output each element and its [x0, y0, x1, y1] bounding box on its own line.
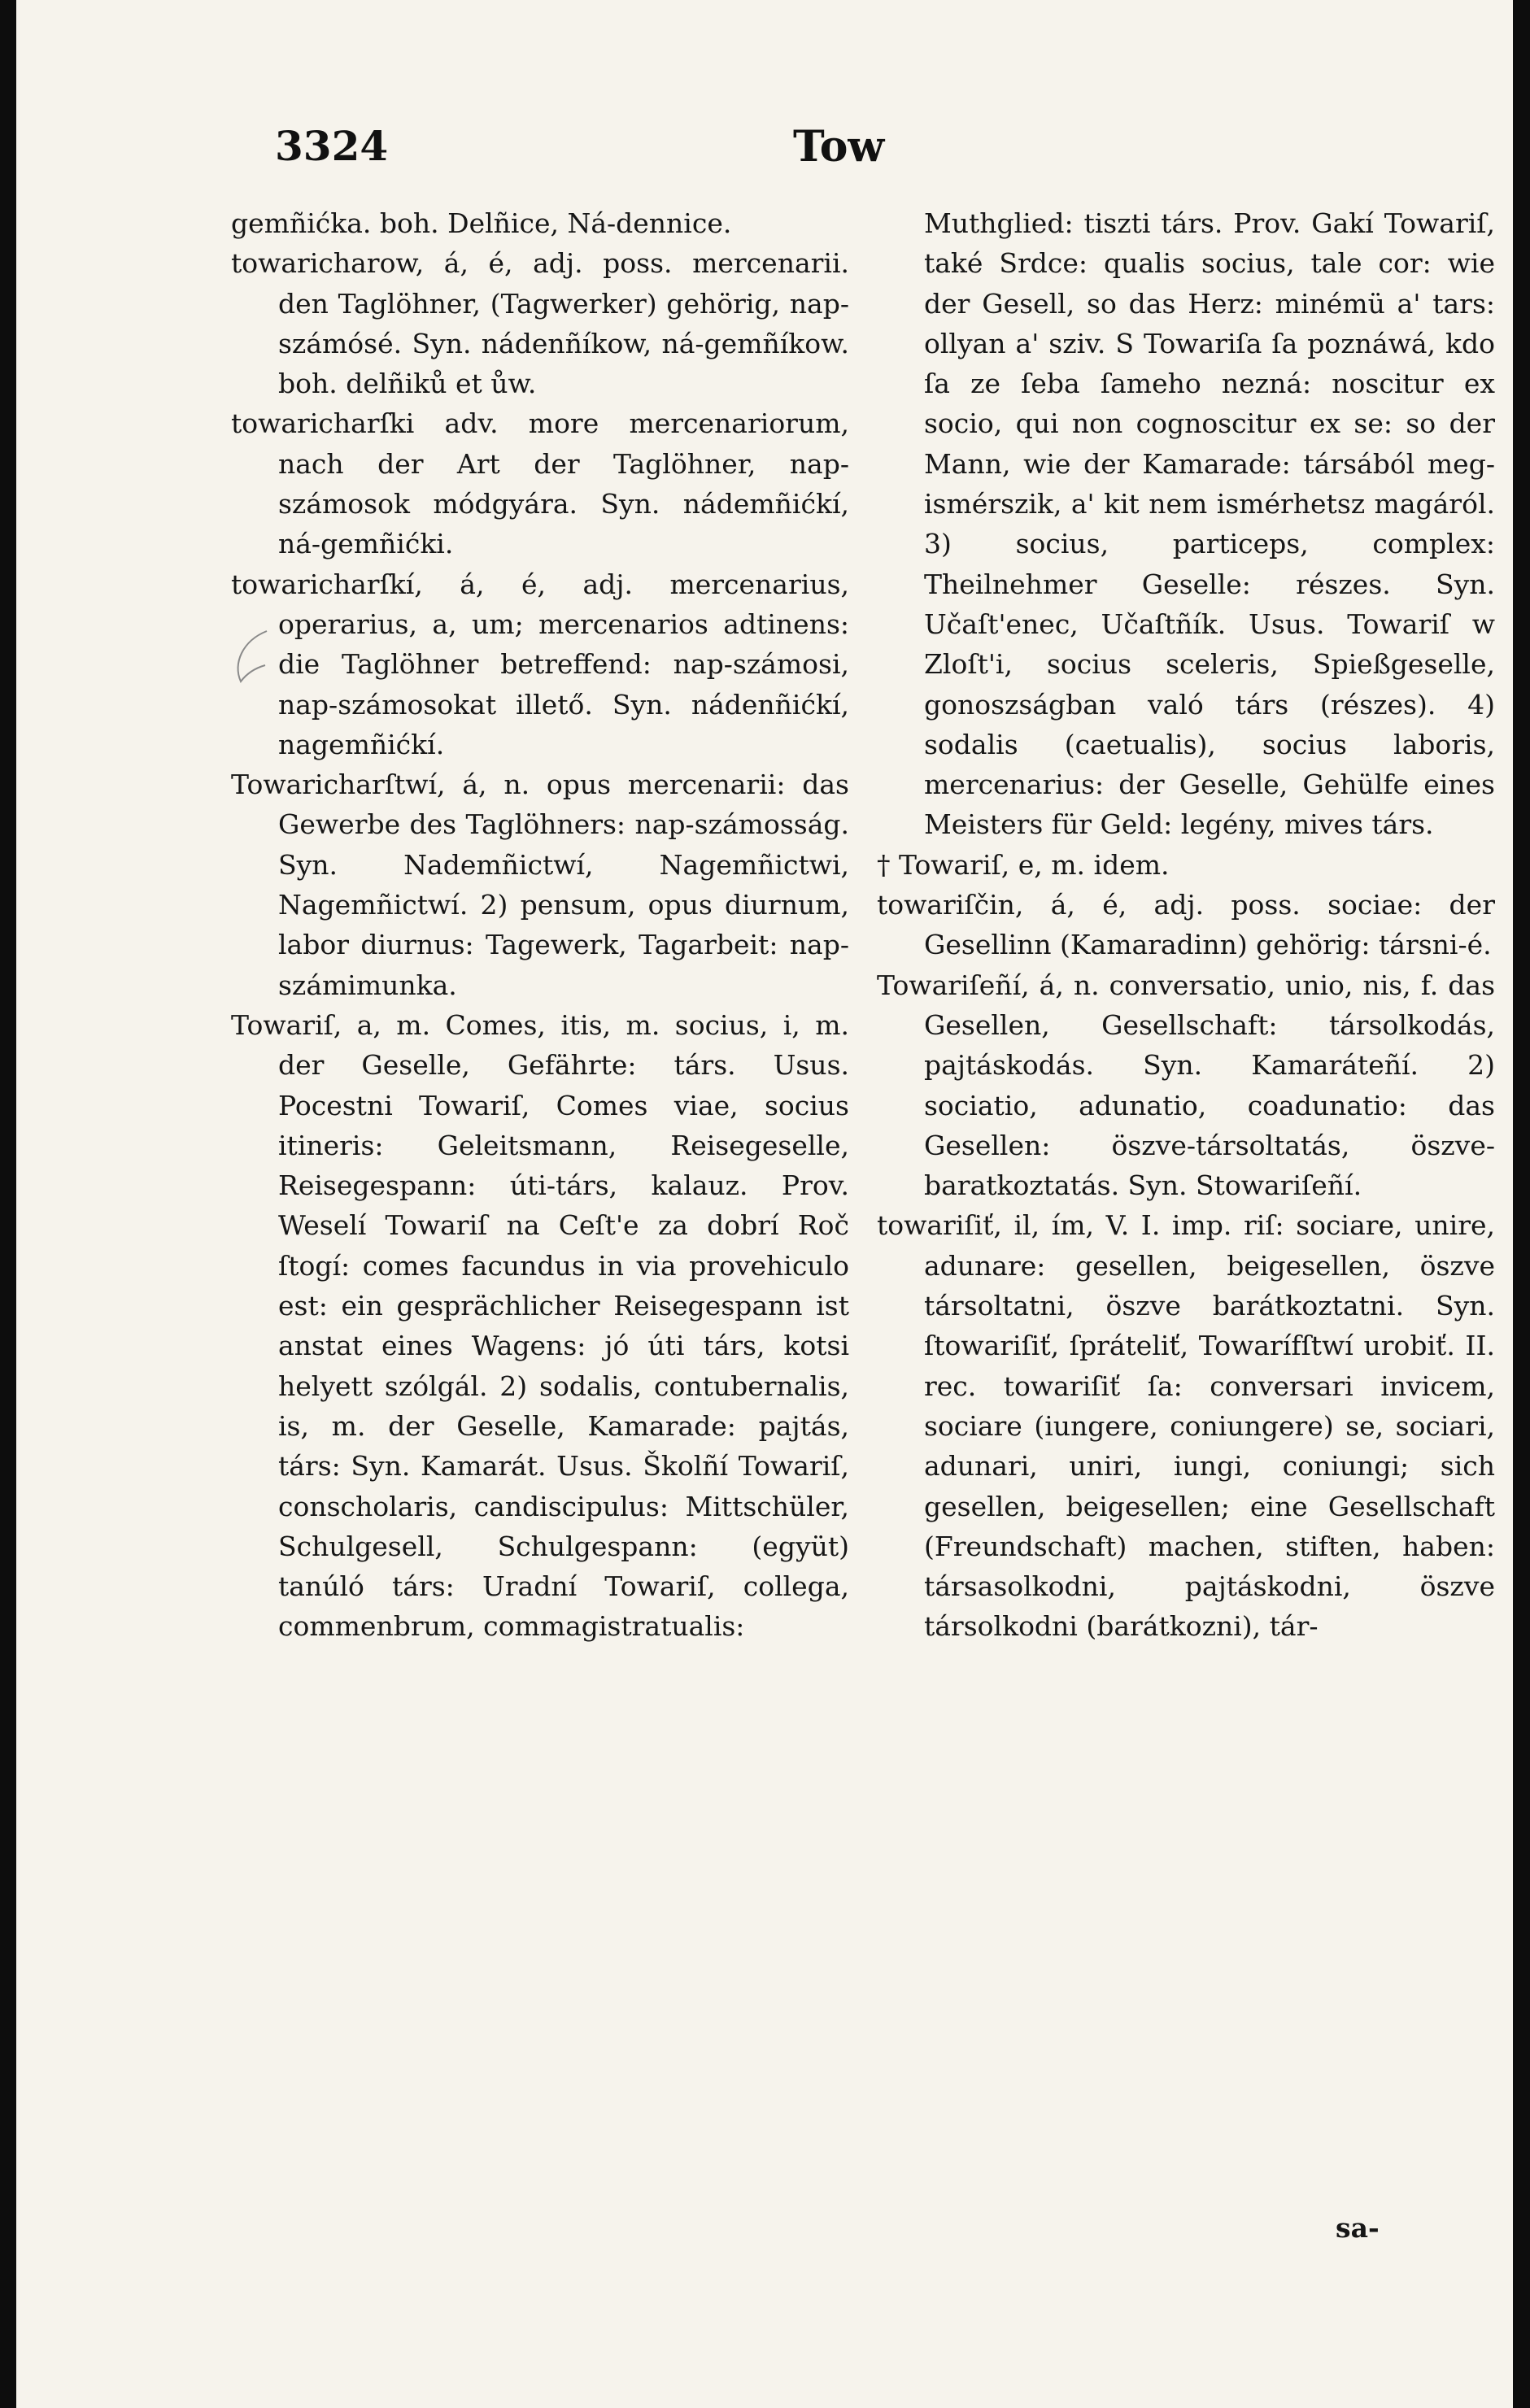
dictionary-entry: towaricharſki adv. more mercenariorum, nach der Art der Taglöhner, nap-számosok módgyára. Syn. nádemñićkí, ná-gemñićki. [231, 407, 849, 560]
catchword: sa- [1336, 2212, 1380, 2244]
dictionary-entry-continuation: Muthglied: tiszti társ. Prov. Gakí Towariſ, také Srdce: qualis socius, tale cor: wie der Gesell, so das Herz: minémü a' tars: ollyan a' sziv. S Towariſa ſa poznáwá, kdo ſa ze ſeba ſameho nezná: noscitur ex socio, qui non cognoscitur ex se: so der Mann, wie der Kamarade: társából meg-ismérszik, a' kit nem ismérhetsz magáról. 3) socius, particeps, complex: Theilnehmer Geselle: részes. Syn. Učaſt'enec, Učaſtñík. Usus. Towariſ w Zloſt'i, socius sceleris, Spießgeselle, gonoszságban való társ (részes). 4) sodalis (caetualis), socius laboris, mercenarius: der Geselle, Gehülfe eines Meisters für Geld: legény, mives társ. [924, 207, 1495, 841]
dictionary-entry: Towariſ, a, m. Comes, itis, m. socius, i, m. der Geselle, Gefährte: társ. Usus. Pocestni Towariſ, Comes viae, socius itineris: Geleitsmann, Reisegeselle, Reisegespann: úti-társ, kalauz. Prov. Weselí Towariſ na Ceſt'e za dobrí Roč ſtogí: comes facundus in via provehiculo est: ein gesprächlicher Reisegespann ist anstat eines Wagens: jó úti társ, kotsi helyett szólgál. 2) sodalis, contubernalis, is, m. der Geselle, Kamarade: pajtás, társ: Syn. Kamarát. Usus. Školñí Towariſ, conscholaris, candiscipulus: Mittschüler, Schulgesell, Schulgespann: (együt) tanúló társ: Uradní Towariſ, collega, commenbrum, commagistratualis: [231, 1008, 849, 1643]
left-column [231, 203, 849, 2367]
dictionary-entry: towaricharow, á, é, adj. poss. mercenarii. den Taglöhner, (Tagwerker) gehörig, nap-számósé. Syn. nádenñíkow, ná-gemñíkow. boh. delñiků et ůw. [231, 247, 849, 400]
dictionary-entry: gemñićka. boh. Delñice, Ná-dennice. [231, 207, 732, 239]
dictionary-entry: Towaricharſtwí, á, n. opus mercenarii: das Gewerbe des Taglöhners: nap-számosság. Syn. Nademñictwí, Nagemñictwi, Nagemñictwí. 2) pensum, opus diurnum, labor diurnus: Tagewerk, Tagarbeit: nap-számimunka. [231, 769, 849, 1001]
dictionary-entry: towariſčin, á, é, adj. poss. sociae: der Gesellinn (Kamaradinn) gehörig: társni-é. [877, 889, 1495, 961]
right-column [877, 203, 1495, 2367]
pencil-mark-icon [226, 625, 275, 690]
dictionary-entry: † Towariſ, e, m. idem. [877, 848, 1170, 881]
dictionary-entry: towaricharſkí, á, é, adj. mercenarius, operarius, a, um; mercenarios adtinens: die Taglöhner betreffend: nap-számosi, nap-számosokat illető. Syn. nádenñićkí, nagemñićkí. [231, 568, 849, 760]
page-number: 3324 [275, 122, 389, 170]
dictionary-page [16, 0, 1513, 2408]
page-header [16, 122, 1513, 187]
running-head: Tow [793, 122, 885, 172]
dictionary-entry: Towariſeñí, á, n. conversatio, unio, nis, f. das Gesellen, Gesellschaft: társolkodás, pajtáskodás. Syn. Kamaráteñí. 2) sociatio, adunatio, coadunatio: das Gesellen: öszve-társoltatás, öszve-baratkoztatás. Syn. Stowariſeñí. [877, 969, 1495, 1202]
dictionary-entry: towariſiť, il, ím, V. I. imp. riſ: sociare, unire, adunare: gesellen, beigesellen, öszve társoltatni, öszve barátkoztatni. Syn. ſtowariſiť, ſpráteliť, Towarífſtwí urobiť. II. rec. towariſiť ſa: conversari invicem, sociare (iungere, coniungere) se, sociari, adunari, uniri, iungi, coniungi; sich gesellen, beigesellen; eine Gesellschaft (Freundschaft) machen, stiften, haben: társasolkodni, pajtáskodni, öszve társolkodni (barátkozni), tár- [877, 1209, 1495, 1643]
